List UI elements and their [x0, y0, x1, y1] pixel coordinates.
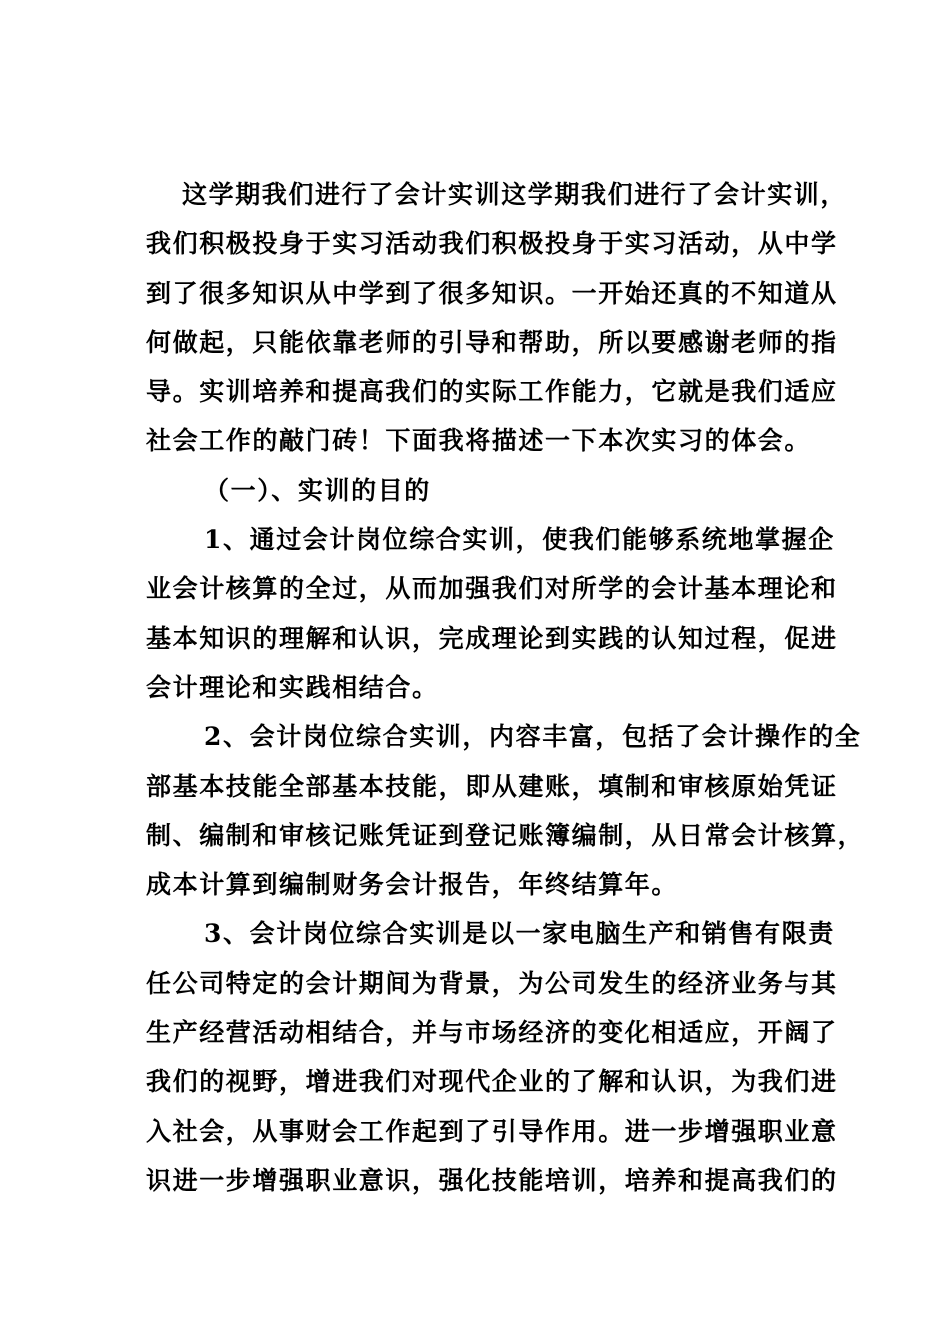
- paragraph-line: 识进一步增强职业意识，强化技能培训，培养和提高我们的: [146, 1165, 838, 1195]
- paragraph-line: 入社会，从事财会工作起到了引导作用。进一步增强职业意: [146, 1116, 838, 1146]
- paragraph-line: 我们的视野，增进我们对现代企业的了解和认识，为我们进: [146, 1067, 838, 1097]
- paragraph-line: 1、通过会计岗位综合实训，使我们能够系统地掌握企: [204, 525, 835, 555]
- paragraph-line: 社会工作的敲门砖！下面我将描述一下本次实习的体会。: [146, 426, 812, 456]
- paragraph-line: 会计理论和实践相结合。: [146, 672, 439, 702]
- paragraph-line: 任公司特定的会计期间为背景，为公司发生的经济业务与其: [146, 968, 838, 998]
- paragraph-line: 基本知识的理解和认识，完成理论到实践的认知过程，促进: [146, 623, 838, 653]
- paragraph-line: 3、会计岗位综合实训是以一家电脑生产和销售有限责: [204, 919, 835, 949]
- paragraph-line: 生产经营活动相结合，并与市场经济的变化相适应，开阔了: [146, 1018, 838, 1048]
- paragraph-line: 导。实训培养和提高我们的实际工作能力，它就是我们适应: [146, 377, 838, 407]
- paragraph-line: 这学期我们进行了会计实训这学期我们进行了会计实训，: [182, 180, 848, 209]
- paragraph-line: 业会计核算的全过，从而加强我们对所学的会计基本理论和: [146, 574, 838, 604]
- paragraph-line: 2、会计岗位综合实训，内容丰富，包括了会计操作的全: [204, 722, 862, 752]
- document-body: [146, 170, 865, 1205]
- section-heading: （一）、实训的目的: [204, 475, 431, 505]
- paragraph-line: 到了很多知识从中学到了很多知识。一开始还真的不知道从: [146, 278, 838, 308]
- paragraph-line: 制、编制和审核记账凭证到登记账簿编制，从日常会计核算，: [146, 820, 865, 850]
- paragraph-line: 成本计算到编制财务会计报告，年终结算年。: [146, 870, 679, 900]
- paragraph-line: 我们积极投身于实习活动我们积极投身于实习活动，从中学: [146, 229, 838, 259]
- paragraph-line: 部基本技能全部基本技能，即从建账，填制和审核原始凭证: [146, 771, 838, 801]
- paragraph-line: 何做起，只能依靠老师的引导和帮助，所以要感谢老师的指: [146, 327, 838, 357]
